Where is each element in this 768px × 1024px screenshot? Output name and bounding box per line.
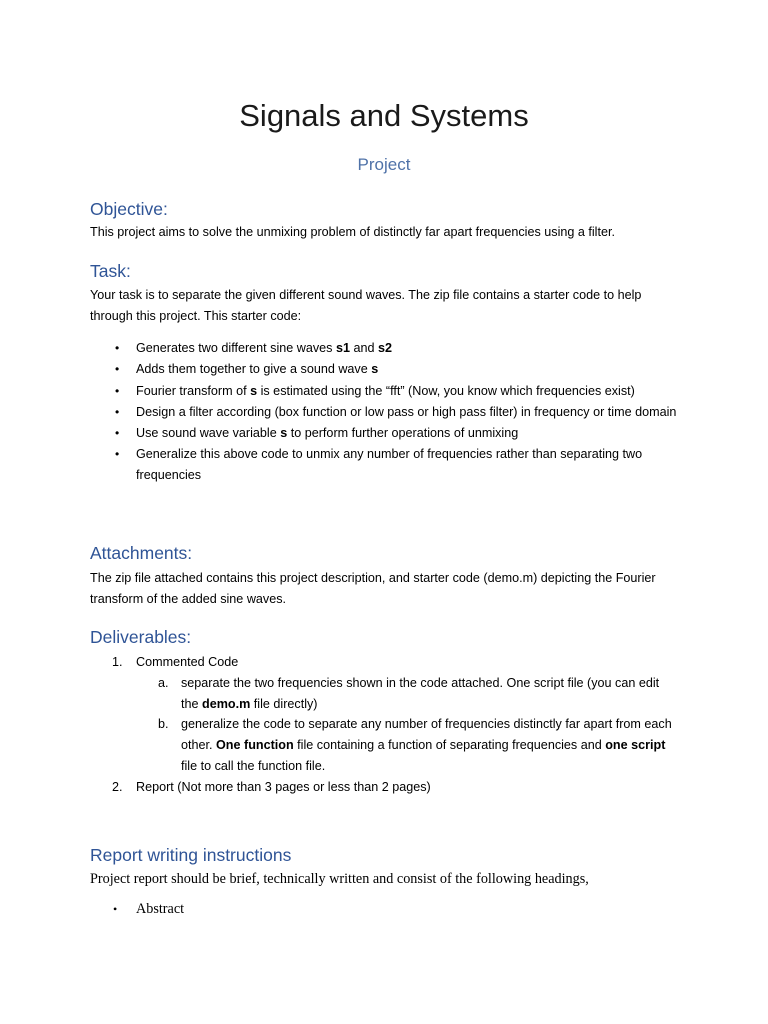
list-item: • Fourier transform of s is estimated using the “fft” (Now, you know which frequencies exist) [90, 381, 680, 402]
page-title: Signals and Systems [239, 98, 529, 133]
deliverables-list [90, 652, 680, 798]
attachments-text: The zip file attached contains this project description, and starter code (demo.m) depicting the Fourier transform of the added sine waves. [90, 571, 656, 606]
bullet-icon: • [113, 902, 118, 916]
bullet-icon: • [115, 404, 120, 419]
deliverables-heading: Deliverables: [90, 627, 192, 647]
list-item: a. separate the two frequencies shown in the code attached. One script file (you can edit the demo.m file directly) [158, 675, 660, 711]
list-item: • Use sound wave variable s to perform further operations of unmixing [90, 423, 680, 444]
bullet-icon: • [115, 341, 120, 355]
list-item: • Generates two different sine waves s1 and s2 [90, 338, 680, 359]
attachments-heading: Attachments: [90, 543, 193, 563]
task-text: Your task is to separate the given different sound waves. The zip file contains a starter code to help through this project. This starter code: [90, 288, 642, 323]
bullet-icon: • [115, 383, 120, 398]
task-heading: Task: [90, 261, 131, 281]
list-item: • Adds them together to give a sound wave s [90, 359, 680, 380]
bullet-icon: • [115, 426, 120, 441]
report-text: Project report should be brief, technically written and consist of the following headings, [90, 871, 589, 887]
bullet-icon: • [115, 362, 120, 377]
list-item: 2. Report (Not more than 3 pages or less than 2 pages) [112, 779, 431, 794]
list-item: • Abstract [113, 901, 185, 917]
report-bullet-list [90, 899, 680, 919]
list-item: 1. Commented Code [112, 655, 239, 669]
report-heading: Report writing instructions [90, 845, 292, 865]
bullet-icon: • [115, 447, 120, 462]
list-item: b. generalize the code to separate any number of frequencies distinctly far apart from each other. One function file containing a function of separating frequencies and one script file to call the function file. [158, 717, 672, 773]
objective-text: This project aims to solve the unmixing problem of distinctly far apart frequencies using a filter. [90, 225, 615, 239]
list-item: • Design a filter according (box function or low pass or high pass filter) in frequency or time domain [90, 402, 680, 423]
objective-heading: Objective: [90, 199, 168, 219]
task-bullet-list [90, 338, 680, 487]
page-subtitle: Project [357, 155, 411, 174]
list-item: • Generalize this above code to unmix any number of frequencies rather than separating two frequencies [90, 444, 680, 486]
